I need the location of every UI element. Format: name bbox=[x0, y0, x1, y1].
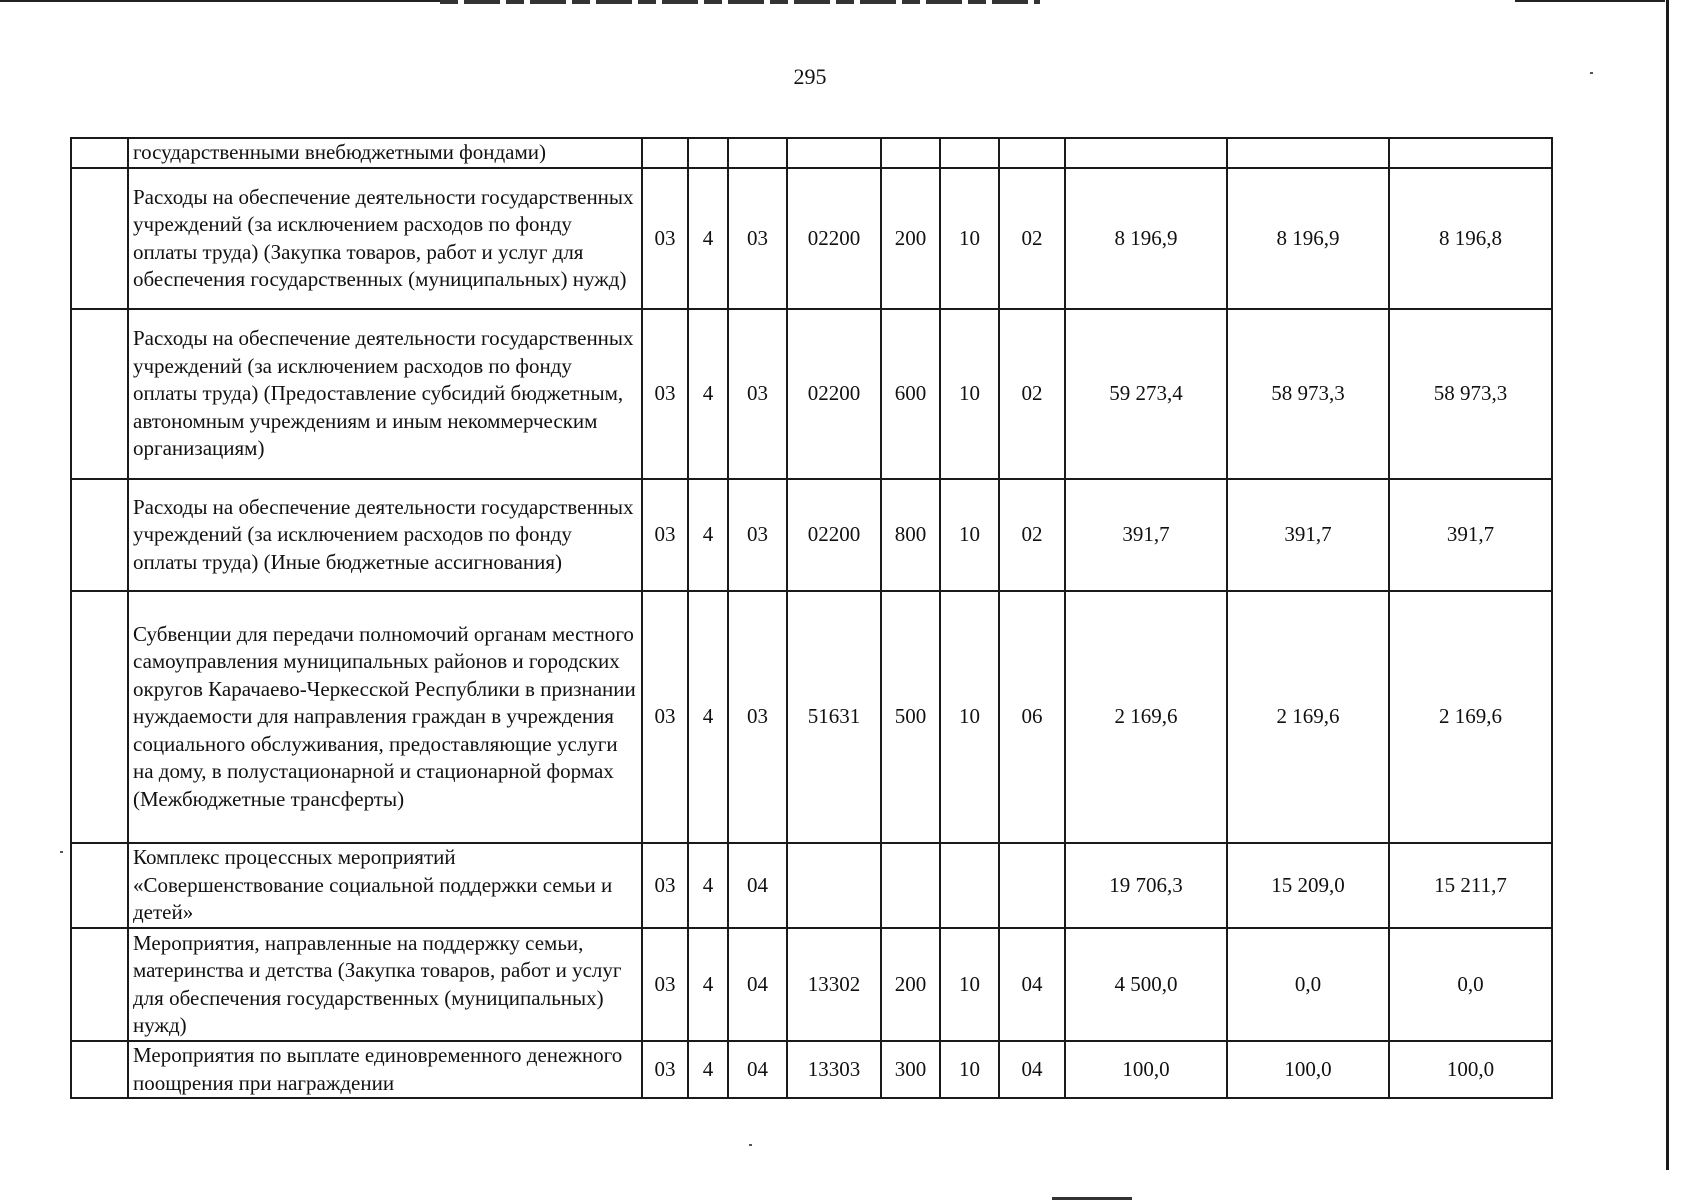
code-cell bbox=[787, 843, 881, 928]
amount-cell: 2 169,6 bbox=[1389, 591, 1552, 843]
code-cell: 03 bbox=[642, 843, 688, 928]
row-number-cell bbox=[71, 479, 128, 591]
scan-speck bbox=[60, 851, 63, 853]
code-cell: 10 bbox=[940, 1041, 999, 1098]
amount-cell: 8 196,8 bbox=[1389, 168, 1552, 309]
amount-cell: 4 500,0 bbox=[1065, 928, 1227, 1041]
code-cell: 03 bbox=[728, 168, 787, 309]
code-cell: 03 bbox=[728, 479, 787, 591]
table-row bbox=[71, 138, 1552, 168]
code-cell bbox=[881, 138, 940, 168]
expense-name-cell: Расходы на обеспечение деятельности государственных учреждений (за исключением расходов по фонду оплаты труда) (Закупка товаров, работ и услуг для обеспечения государственных (муниципальных) нужд) bbox=[128, 168, 642, 309]
code-cell: 03 bbox=[642, 168, 688, 309]
code-cell: 200 bbox=[881, 928, 940, 1041]
code-cell: 02200 bbox=[787, 168, 881, 309]
code-cell: 4 bbox=[688, 928, 728, 1041]
code-cell: 04 bbox=[728, 843, 787, 928]
code-cell: 10 bbox=[940, 168, 999, 309]
code-cell: 03 bbox=[642, 591, 688, 843]
table-row bbox=[71, 928, 1552, 1041]
code-cell: 10 bbox=[940, 928, 999, 1041]
code-cell bbox=[999, 138, 1065, 168]
code-cell: 03 bbox=[642, 309, 688, 479]
code-cell: 10 bbox=[940, 309, 999, 479]
code-cell: 03 bbox=[642, 1041, 688, 1098]
scan-border-top-right bbox=[1515, 0, 1665, 2]
code-cell: 4 bbox=[688, 591, 728, 843]
code-cell bbox=[688, 138, 728, 168]
code-cell: 500 bbox=[881, 591, 940, 843]
table-row bbox=[71, 479, 1552, 591]
code-cell: 13303 bbox=[787, 1041, 881, 1098]
code-cell: 02 bbox=[999, 479, 1065, 591]
code-cell: 02 bbox=[999, 168, 1065, 309]
amount-cell: 100,0 bbox=[1389, 1041, 1552, 1098]
amount-cell: 19 706,3 bbox=[1065, 843, 1227, 928]
amount-cell: 15 211,7 bbox=[1389, 843, 1552, 928]
budget-table bbox=[70, 137, 1553, 1099]
code-cell: 13302 bbox=[787, 928, 881, 1041]
amount-cell: 58 973,3 bbox=[1227, 309, 1389, 479]
code-cell: 4 bbox=[688, 309, 728, 479]
amount-cell: 100,0 bbox=[1065, 1041, 1227, 1098]
code-cell: 4 bbox=[688, 479, 728, 591]
amount-cell: 2 169,6 bbox=[1227, 591, 1389, 843]
amount-cell: 391,7 bbox=[1389, 479, 1552, 591]
code-cell: 02 bbox=[999, 309, 1065, 479]
code-cell bbox=[787, 138, 881, 168]
code-cell: 4 bbox=[688, 168, 728, 309]
code-cell: 02200 bbox=[787, 479, 881, 591]
amount-cell: 391,7 bbox=[1065, 479, 1227, 591]
code-cell: 03 bbox=[642, 928, 688, 1041]
code-cell: 02200 bbox=[787, 309, 881, 479]
amount-cell bbox=[1065, 138, 1227, 168]
row-number-cell bbox=[71, 928, 128, 1041]
amount-cell: 59 273,4 bbox=[1065, 309, 1227, 479]
amount-cell: 8 196,9 bbox=[1227, 168, 1389, 309]
code-cell: 03 bbox=[728, 309, 787, 479]
scan-speck bbox=[749, 1144, 752, 1146]
code-cell: 04 bbox=[728, 1041, 787, 1098]
amount-cell: 2 169,6 bbox=[1065, 591, 1227, 843]
code-cell: 600 bbox=[881, 309, 940, 479]
code-cell bbox=[642, 138, 688, 168]
amount-cell: 391,7 bbox=[1227, 479, 1389, 591]
code-cell: 04 bbox=[999, 928, 1065, 1041]
amount-cell: 0,0 bbox=[1389, 928, 1552, 1041]
amount-cell: 0,0 bbox=[1227, 928, 1389, 1041]
row-number-cell bbox=[71, 1041, 128, 1098]
expense-name-cell: Субвенции для передачи полномочий органам местного самоуправления муниципальных районов и городских округов Карачаево-Черкесской Республики в признании нуждаемости для направления граждан в учреждения социального обслуживания, предоставляющие услуги на дому, в полустационарной и стационарной формах (Межбюджетные трансферты) bbox=[128, 591, 642, 843]
code-cell bbox=[728, 138, 787, 168]
code-cell: 4 bbox=[688, 843, 728, 928]
code-cell: 300 bbox=[881, 1041, 940, 1098]
code-cell bbox=[881, 843, 940, 928]
code-cell: 4 bbox=[688, 1041, 728, 1098]
expense-name-cell: Расходы на обеспечение деятельности государственных учреждений (за исключением расходов по фонду оплаты труда) (Иные бюджетные ассигнования) bbox=[128, 479, 642, 591]
amount-cell: 100,0 bbox=[1227, 1041, 1389, 1098]
row-number-cell bbox=[71, 138, 128, 168]
code-cell: 04 bbox=[728, 928, 787, 1041]
code-cell bbox=[940, 843, 999, 928]
table-row bbox=[71, 843, 1552, 928]
expense-name-cell: Мероприятия, направленные на поддержку семьи, материнства и детства (Закупка товаров, работ и услуг для обеспечения государственных (муниципальных) нужд) bbox=[128, 928, 642, 1041]
table-row bbox=[71, 1041, 1552, 1098]
amount-cell: 58 973,3 bbox=[1389, 309, 1552, 479]
code-cell: 03 bbox=[728, 591, 787, 843]
amount-cell bbox=[1227, 138, 1389, 168]
row-number-cell bbox=[71, 309, 128, 479]
code-cell: 800 bbox=[881, 479, 940, 591]
table-row bbox=[71, 168, 1552, 309]
code-cell bbox=[999, 843, 1065, 928]
code-cell: 04 bbox=[999, 1041, 1065, 1098]
page-number: 295 bbox=[793, 64, 827, 89]
code-cell: 06 bbox=[999, 591, 1065, 843]
amount-cell: 8 196,9 bbox=[1065, 168, 1227, 309]
table-row bbox=[71, 309, 1552, 479]
scan-border-right bbox=[1666, 0, 1669, 1170]
scan-border-top-left bbox=[0, 0, 440, 2]
code-cell: 10 bbox=[940, 479, 999, 591]
code-cell: 03 bbox=[642, 479, 688, 591]
code-cell: 200 bbox=[881, 168, 940, 309]
expense-name-cell: Мероприятия по выплате единовременного денежного поощрения при награждении bbox=[128, 1041, 642, 1098]
row-number-cell bbox=[71, 843, 128, 928]
row-number-cell bbox=[71, 168, 128, 309]
expense-name-cell: государственными внебюджетными фондами) bbox=[128, 138, 642, 168]
amount-cell: 15 209,0 bbox=[1227, 843, 1389, 928]
table-row bbox=[71, 591, 1552, 843]
code-cell: 10 bbox=[940, 591, 999, 843]
code-cell: 51631 bbox=[787, 591, 881, 843]
scan-border-top-middle bbox=[440, 0, 1040, 4]
code-cell bbox=[940, 138, 999, 168]
amount-cell bbox=[1389, 138, 1552, 168]
expense-name-cell: Комплекс процессных мероприятий «Совершенствование социальной поддержки семьи и детей» bbox=[128, 843, 642, 928]
expense-name-cell: Расходы на обеспечение деятельности государственных учреждений (за исключением расходов по фонду оплаты труда) (Предоставление субсидий бюджетным, автономным учреждениям и иным некоммерческим организациям) bbox=[128, 309, 642, 479]
row-number-cell bbox=[71, 591, 128, 843]
